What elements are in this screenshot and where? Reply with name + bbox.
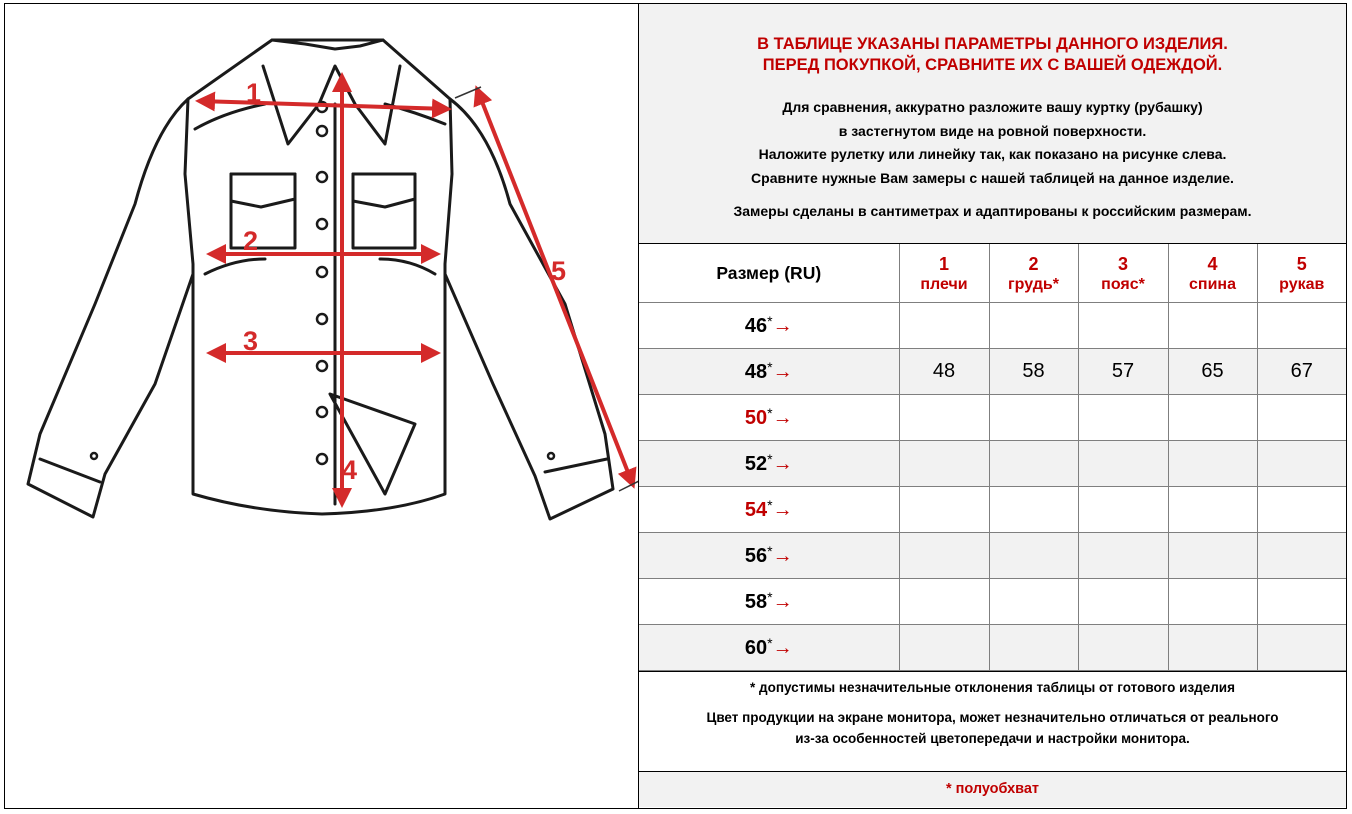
column-header-waist [1078, 244, 1168, 303]
value-cell [1257, 625, 1346, 671]
instructions-text [639, 96, 1346, 190]
measure-label-4: 4 [342, 455, 358, 485]
deviation-note: * допустимы незначительные отклонения таблицы от готового изделия [750, 680, 1235, 695]
value-cell [899, 441, 989, 487]
measure-line-sleeve [477, 89, 633, 485]
value-cell [899, 395, 989, 441]
size-table-header [639, 244, 1346, 303]
header-title [639, 4, 1346, 76]
arrow-right-icon: → [772, 315, 793, 337]
size-cell [639, 303, 899, 349]
color-disclaimer [639, 707, 1346, 749]
measure-label-2: 2 [243, 226, 259, 256]
header-title-line: ПЕРЕД ПОКУПКОЙ, СРАВНИТЕ ИХ С ВАШЕЙ ОДЕЖДОЙ. [762, 56, 1223, 74]
value-cell [1257, 533, 1346, 579]
size-value: 48 [744, 361, 768, 383]
instructions-line: Наложите рулетку или линейку так, как показано на рисунке слева. [758, 146, 1227, 162]
value-cell [1168, 625, 1257, 671]
value-cell [1257, 441, 1346, 487]
arrow-right-icon: → [772, 453, 793, 475]
table-row [639, 303, 1346, 349]
arrow-right-icon: → [772, 637, 793, 659]
column-label: спина [1189, 276, 1236, 293]
size-cell [639, 395, 899, 441]
value-cell [989, 625, 1078, 671]
value-cell [1078, 625, 1168, 671]
value-cell: 48 [899, 349, 989, 395]
size-column-header: Размер (RU) [639, 244, 899, 303]
column-number: 1 [938, 254, 949, 274]
value-cell [1078, 303, 1168, 349]
value-cell: 65 [1168, 349, 1257, 395]
value-cell [1078, 441, 1168, 487]
measure-label-3: 3 [243, 326, 259, 356]
star-mark: * [767, 635, 773, 651]
star-mark: * [767, 359, 773, 375]
value-cell [899, 579, 989, 625]
value-cell [989, 441, 1078, 487]
value-cell [989, 303, 1078, 349]
size-value: 60 [744, 637, 768, 659]
value-cell [899, 625, 989, 671]
value-cell [1078, 533, 1168, 579]
table-row [639, 625, 1346, 671]
size-value: 56 [744, 545, 768, 567]
size-cell [639, 579, 899, 625]
table-row [639, 533, 1346, 579]
value-cell [1257, 579, 1346, 625]
arrow-right-icon: → [772, 407, 793, 429]
size-guide [4, 3, 1347, 809]
column-header-shoulders [899, 244, 989, 303]
value-cell [989, 395, 1078, 441]
size-value: 50 [744, 407, 768, 429]
value-cell [1078, 395, 1168, 441]
size-cell [639, 349, 899, 395]
size-info-panel [638, 4, 1346, 808]
arrow-right-icon: → [772, 545, 793, 567]
value-cell [1168, 579, 1257, 625]
instructions-line: в застегнутом виде на ровной поверхности. [838, 122, 1147, 139]
size-cell [639, 533, 899, 579]
column-label: рукав [1279, 276, 1325, 293]
header-title-line: В ТАБЛИЦЕ УКАЗАНЫ ПАРАМЕТРЫ ДАННОГО ИЗДЕЛИЯ. [757, 35, 1228, 53]
value-cell [899, 303, 989, 349]
value-cell [1168, 533, 1257, 579]
instructions-line: Для сравнения, аккуратно разложите вашу куртку (рубашку) [782, 99, 1203, 115]
table-row [639, 441, 1346, 487]
jacket-diagram [5, 4, 638, 808]
table-row [639, 349, 1346, 395]
column-number: 4 [1207, 254, 1218, 274]
measure-label-5: 5 [551, 256, 567, 286]
star-mark: * [767, 451, 773, 467]
star-mark: * [767, 405, 773, 421]
value-cell: 57 [1078, 349, 1168, 395]
value-cell: 67 [1257, 349, 1346, 395]
column-label: пояс* [1101, 276, 1145, 293]
size-value: 54 [744, 499, 768, 521]
column-number: 5 [1296, 254, 1307, 274]
units-note: Замеры сделаны в сантиметрах и адаптированы к российским размерам. [733, 203, 1252, 219]
disclaimer-line: Цвет продукции на экране монитора, может незначительно отличаться от реального [706, 710, 1279, 725]
disclaimer-line: из-за особенностей цветопередачи и настройки монитора. [795, 731, 1190, 746]
column-header-sleeve [1257, 244, 1346, 303]
value-cell [989, 579, 1078, 625]
value-cell [989, 487, 1078, 533]
column-header-back [1168, 244, 1257, 303]
column-header-chest [989, 244, 1078, 303]
size-cell [639, 625, 899, 671]
table-row [639, 395, 1346, 441]
value-cell [1168, 303, 1257, 349]
value-cell [899, 533, 989, 579]
column-label: плечи [920, 276, 968, 293]
table-row [639, 487, 1346, 533]
jacket-drawing [5, 4, 638, 808]
value-cell [1168, 441, 1257, 487]
arrow-right-icon: → [772, 361, 793, 383]
column-label: грудь* [1008, 276, 1059, 293]
size-cell [639, 487, 899, 533]
size-value: 58 [744, 591, 768, 613]
instructions-header [639, 4, 1346, 244]
half-girth-note: * полуобхват [639, 771, 1346, 807]
star-mark: * [767, 313, 773, 329]
value-cell [899, 487, 989, 533]
column-number: 3 [1117, 254, 1128, 274]
table-row [639, 579, 1346, 625]
size-value: 46 [744, 315, 768, 337]
value-cell [1168, 487, 1257, 533]
measure-label-1: 1 [246, 78, 262, 108]
value-cell [1078, 487, 1168, 533]
size-table [639, 244, 1346, 671]
value-cell [1078, 579, 1168, 625]
value-cell [989, 533, 1078, 579]
value-cell [1257, 487, 1346, 533]
star-mark: * [767, 543, 773, 559]
star-mark: * [767, 589, 773, 605]
value-cell [1257, 395, 1346, 441]
instructions-line: Сравните нужные Вам замеры с нашей таблицей на данное изделие. [751, 169, 1234, 186]
size-value: 52 [744, 453, 768, 475]
size-cell [639, 441, 899, 487]
arrow-right-icon: → [772, 591, 793, 613]
value-cell [1257, 303, 1346, 349]
disclaimer-footer [639, 671, 1346, 771]
value-cell: 58 [989, 349, 1078, 395]
column-number: 2 [1028, 254, 1039, 274]
arrow-right-icon: → [772, 499, 793, 521]
star-mark: * [767, 497, 773, 513]
value-cell [1168, 395, 1257, 441]
